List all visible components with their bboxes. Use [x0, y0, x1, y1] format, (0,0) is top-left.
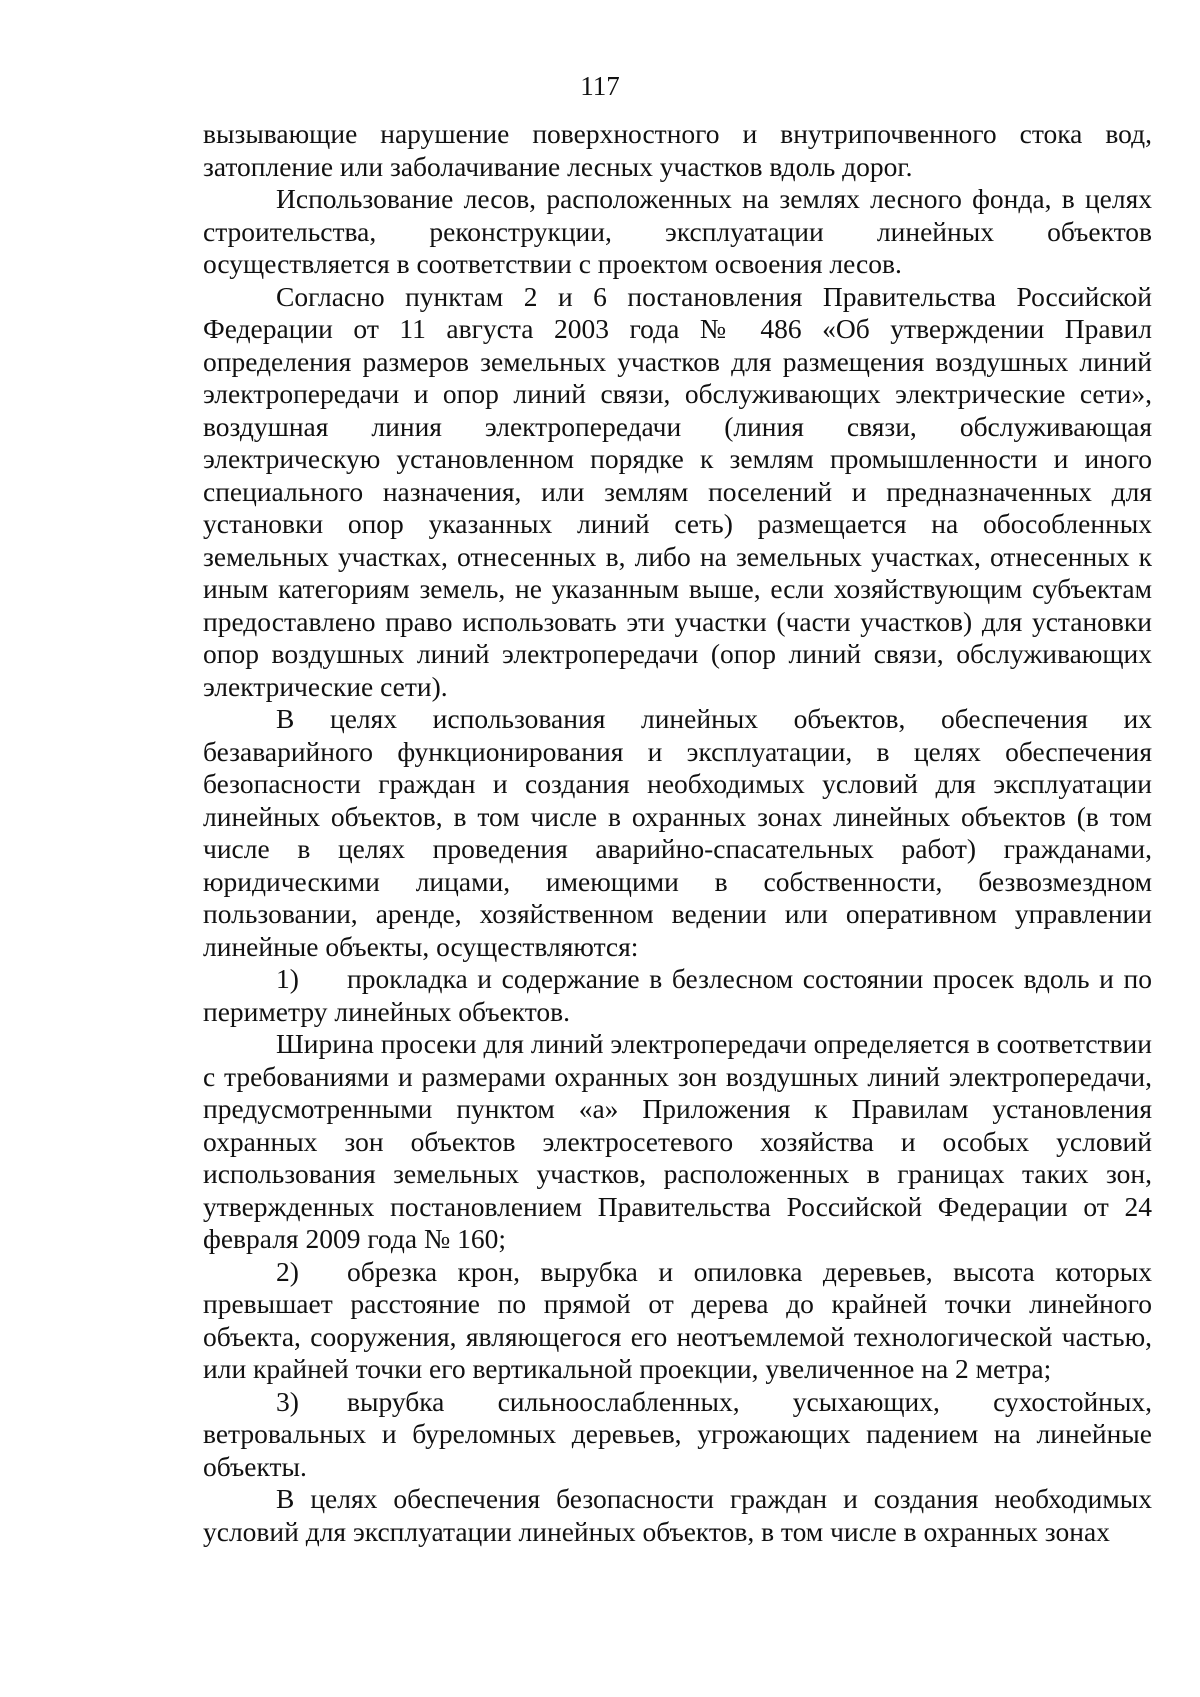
list-item-text: обрезка крон, вырубка и опиловка деревьев, высота которых превышает расстояние по прямой от дерева до крайней точки линейного объекта, сооружения, являющегося его неотъемлемой технологической частью, или крайней точки его вертикальной проекции, увеличенное на 2 метра;: [203, 1255, 1152, 1384]
list-item-3: [203, 1386, 1152, 1484]
paragraph-forest-use: [203, 183, 1152, 281]
paragraph-text: Ширина просеки для линий электропередачи определяется в соответствии с требованиями и размерами охранных зон воздушных линий электропередачи, предусмотренными пунктом «а» Приложения к Правилам установления охранных зон объектов электросетевого хозяйства и особых условий использования земельных участков, расположенных в границах таких зон, утвержденных постановлением Правительства Российской Федерации от 24 февраля 2009 года № 160;: [203, 1028, 1152, 1254]
list-item-text: прокладка и содержание в безлесном состоянии просек вдоль и по периметру линейных объектов.: [203, 963, 1152, 1027]
list-item-2: [203, 1256, 1152, 1386]
paragraph-text: В целях обеспечения безопасности граждан и создания необходимых условий для эксплуатации линейных объектов, в том числе в охранных зонах: [203, 1483, 1152, 1547]
page-number: 117: [580, 71, 620, 101]
list-item-number: 2): [276, 1255, 299, 1287]
paragraph-text: В целях использования линейных объектов, обеспечения их безаварийного функционирования и эксплуатации, в целях обеспечения безопасности граждан и создания необходимых условий для эксплуатации линейных объектов, в том числе в охранных зонах линейных объектов (в том числе в целях проведения аварийно-спасательных работ) гражданами, юридическими лицами, имеющими в собственности, безвозмездном пользовании, аренде, хозяйственном ведении или оперативном управлении линейные объекты, осуществляются:: [203, 703, 1152, 962]
list-item-number: 1): [276, 963, 299, 994]
paragraph-text: Согласно пунктам 2 и 6 постановления Правительства Российской Федерации от 11 августа 2003 года № 486 «Об утверждении Правил определения размеров земельных участков для размещения воздушных линий электропередачи и опор линий связи, обслуживающих электрические сети», воздушная линия электропередачи (линия связи, обслуживающая электрическую установленном порядке к землям промышленности и иного специального назначения, или землям поселений и предназначенных для установки опор указанных линий сеть) размещается на обособленных земельных участках, отнесенных в, либо на земельных участках, отнесенных к иным категориям земель, не указанным выше, если хозяйствующим субъектам предоставлено право использовать эти участки (части участков) для установки опор воздушных линий электропередачи (опор линий связи, обслуживающих электрические сети).: [203, 280, 1152, 702]
paragraph-linear-objects: [203, 703, 1152, 963]
list-item-1: [203, 963, 1152, 1028]
list-item-number: 3): [276, 1385, 299, 1417]
paragraph-clearing-width: [203, 1028, 1152, 1256]
paragraph-continuation: [203, 118, 1152, 183]
paragraph-government-decree: [203, 281, 1152, 704]
list-item-text: вырубка сильноослабленных, усыхающих, сухостойных, ветровальных и буреломных деревьев, угрожающих падением на линейные объекты.: [203, 1385, 1152, 1482]
document-body: [203, 118, 1152, 1548]
paragraph-text: вызывающие нарушение поверхностного и внутрипочвенного стока вод, затопление или заболачивание лесных участков вдоль дорог.: [203, 118, 1152, 182]
paragraph-text: Использование лесов, расположенных на землях лесного фонда, в целях строительства, реконструкции, эксплуатации линейных объектов осуществляется в соответствии с проектом освоения лесов.: [203, 183, 1152, 279]
paragraph-safety: [203, 1483, 1152, 1548]
